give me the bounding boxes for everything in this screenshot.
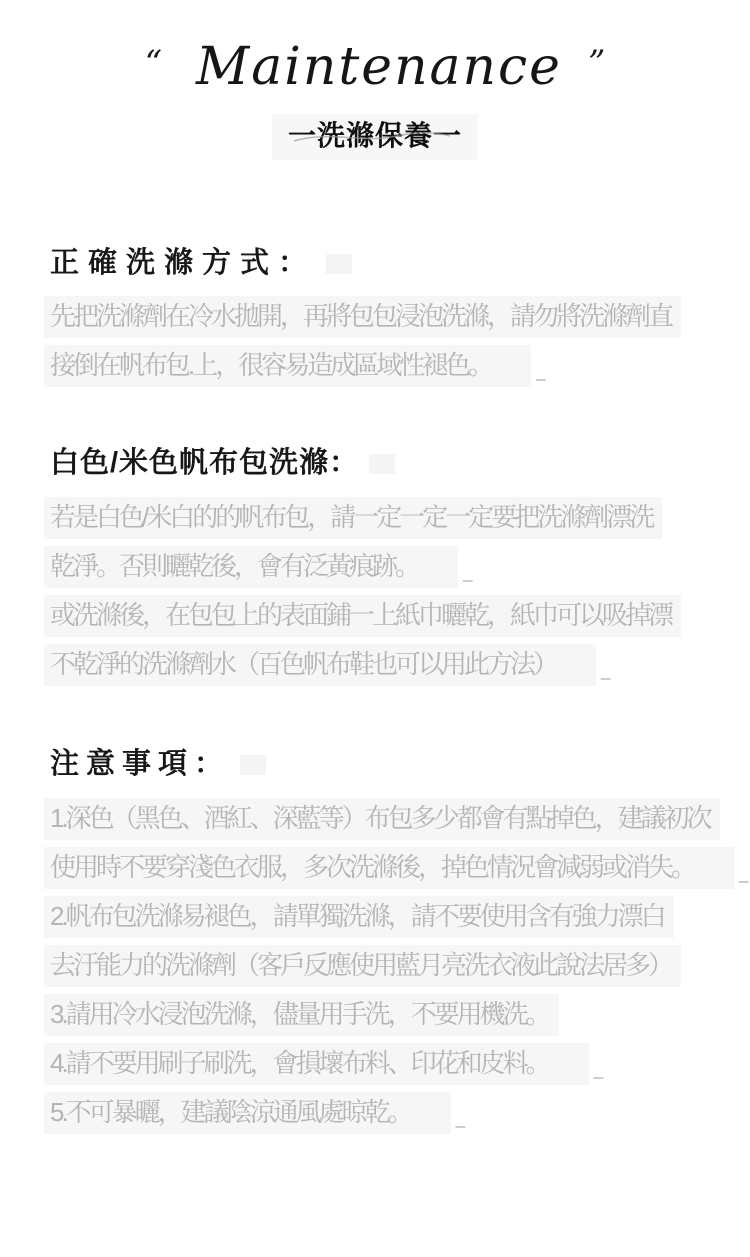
highlighted-text: 去汙能力的洗滌劑（客戶反應使用藍月亮洗衣液此說法居多） bbox=[44, 945, 681, 988]
highlighted-text: 4.請不要用刷子刷洗，會損壞布料、印花和皮料。 bbox=[44, 1043, 589, 1086]
highlight-trailing-pad bbox=[556, 672, 586, 673]
text-line bbox=[50, 292, 710, 341]
watermark-dash-artifact: _ bbox=[739, 864, 749, 884]
highlighted-text: 不乾淨的洗滌劑水（百色帆布鞋也可以用此方法） bbox=[44, 644, 596, 687]
highlight-trailing-pad bbox=[491, 373, 521, 374]
section-body bbox=[50, 292, 710, 390]
watermark-dash-artifact: _ bbox=[601, 661, 611, 681]
text-line bbox=[50, 542, 710, 591]
care-sections bbox=[0, 248, 750, 1138]
highlighted-text: 或洗滌後，在包包上的表面鋪一上紙巾曬乾，紙巾可以吸掉漂 bbox=[44, 595, 681, 638]
care-section bbox=[50, 448, 710, 689]
page-title-english: Maintenance bbox=[196, 37, 562, 97]
watermark-dash-artifact: _ bbox=[593, 1060, 604, 1080]
text-line bbox=[50, 591, 710, 640]
highlighted-text: 乾淨。否則曬乾後，會有泛黃痕跡。 bbox=[44, 546, 458, 589]
care-section bbox=[50, 748, 749, 1137]
text-line bbox=[50, 640, 710, 689]
highlighted-text: 2.帆布包洗滌易褪色，請單獨洗滌，請不要使用含有強力漂白 bbox=[44, 896, 674, 939]
text-line bbox=[50, 341, 710, 390]
highlighted-text: 接倒在帆布包.上，很容易造成區域性褪色。 bbox=[44, 345, 531, 388]
section-body bbox=[50, 794, 749, 1137]
section-heading: 正確洗滌方式： bbox=[50, 248, 710, 280]
highlighted-text: 若是白色/米白的的帆布包，請一定一定一定要把洗滌劑漂洗 bbox=[44, 497, 662, 540]
highlighted-text: 3.請用冷水浸泡洗滌，儘量用手洗，不要用機洗。 bbox=[44, 994, 559, 1037]
section-body bbox=[50, 493, 710, 689]
page-title-chinese: 一洗滌保養一 bbox=[272, 114, 478, 160]
chinese-subtitle-row bbox=[0, 114, 750, 160]
open-quote-mark: “ bbox=[144, 43, 163, 83]
highlighted-text: 5.不可暴曬，建議陰涼通風處晾乾。 bbox=[44, 1092, 451, 1135]
watermark-dash-artifact: _ bbox=[455, 1109, 466, 1129]
text-line bbox=[50, 843, 749, 892]
highlighted-text: 先把洗滌劑在冷水拋開，再將包包浸泡洗滌，請勿將洗滌劑直 bbox=[44, 296, 681, 339]
highlighted-text: 使用時不要穿淺色衣服，多次洗滌後，掉色情況會減弱或消失。 bbox=[44, 847, 734, 890]
text-line bbox=[50, 794, 710, 843]
watermark-dash-artifact: _ bbox=[463, 563, 473, 583]
text-line bbox=[50, 941, 710, 990]
care-section bbox=[50, 248, 710, 391]
highlighted-text: 1.深色（黑色、酒紅、深藍等）布包多少都會有點掉色，建議初次 bbox=[44, 798, 720, 841]
english-title-row bbox=[0, 38, 750, 110]
watermark-dash-artifact: _ bbox=[536, 362, 546, 382]
section-heading: 注意事項： bbox=[50, 749, 710, 781]
text-line bbox=[50, 1039, 710, 1088]
text-line bbox=[50, 493, 710, 542]
highlight-trailing-pad bbox=[694, 875, 724, 876]
section-heading: 白色/米色帆布包洗滌： bbox=[50, 448, 710, 480]
text-line bbox=[50, 990, 710, 1039]
highlight-trailing-pad bbox=[549, 1071, 579, 1072]
close-quote-mark: ” bbox=[587, 43, 606, 83]
text-line bbox=[50, 1088, 710, 1137]
page-header bbox=[0, 38, 750, 160]
text-line bbox=[50, 892, 710, 941]
highlight-trailing-pad bbox=[411, 1120, 441, 1121]
highlight-trailing-pad bbox=[418, 574, 448, 575]
